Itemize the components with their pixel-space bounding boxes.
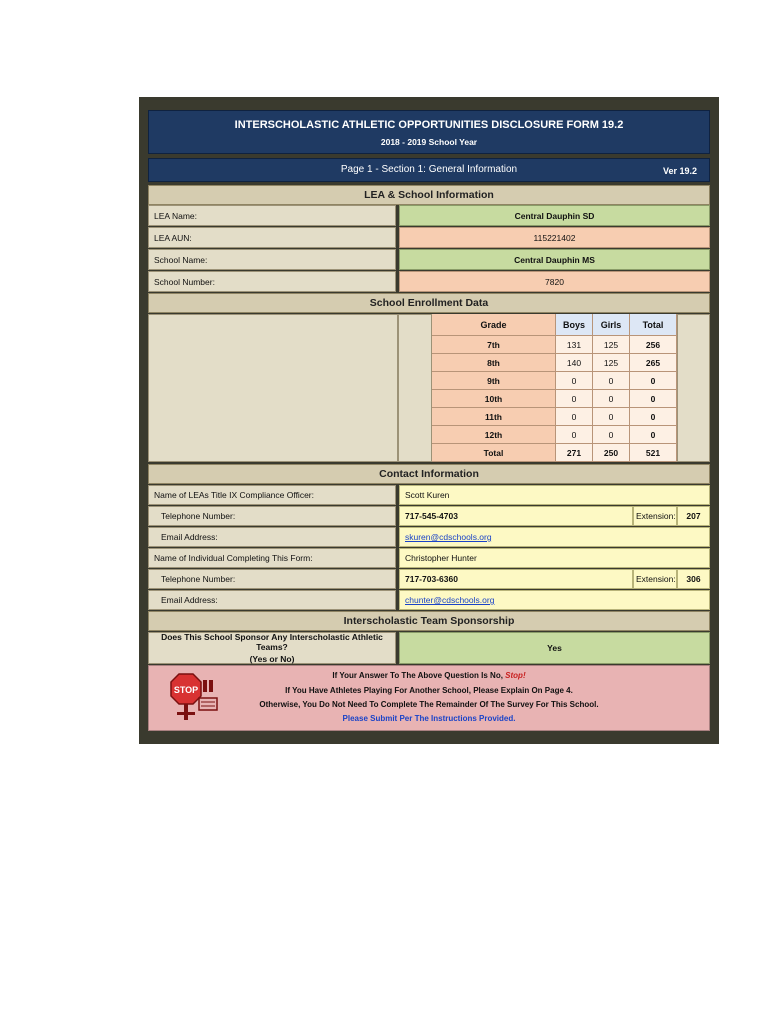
officer-ext-value[interactable]: 207 (677, 506, 710, 526)
grade-cell: 9th (432, 372, 556, 390)
grade-cell: 11th (432, 408, 556, 426)
sponsorship-question-line1: Does This School Sponsor Any Interscholastic Athletic Teams? (161, 632, 383, 652)
lea-aun-value[interactable]: 115221402 (399, 227, 710, 248)
stop-line-1 (149, 671, 709, 680)
officer-email-field[interactable] (399, 527, 710, 547)
lea-section-header: LEA & School Information (148, 185, 710, 205)
completer-name-value[interactable]: Christopher Hunter (399, 548, 710, 568)
completer-phone-label: Telephone Number: (148, 569, 396, 589)
stop-sign-text: STOP (173, 685, 199, 695)
completer-email-link[interactable]: chunter@cdschools.org (405, 595, 495, 605)
officer-ext-label: Extension: (633, 506, 677, 526)
girls-total-cell: 250 (593, 444, 630, 462)
girls-cell[interactable]: 0 (593, 408, 630, 426)
completer-phone-value[interactable]: 717-703-6360 (399, 569, 633, 589)
girls-cell[interactable]: 0 (593, 372, 630, 390)
sponsorship-question (148, 632, 396, 664)
grade-cell: 12th (432, 426, 556, 444)
grand-total-cell: 521 (630, 444, 677, 462)
version-label: Ver 19.2 (662, 166, 697, 176)
officer-phone-label: Telephone Number: (148, 506, 396, 526)
total-header: Total (630, 314, 677, 336)
disclosure-form (139, 97, 719, 744)
boys-cell[interactable]: 0 (556, 408, 593, 426)
grade-cell: 7th (432, 336, 556, 354)
officer-phone-value[interactable]: 717-545-4703 (399, 506, 633, 526)
stop-line-4: Please Submit Per The Instructions Provided. (342, 714, 516, 723)
stop-line-1-text: If Your Answer To The Above Question Is No, (332, 671, 503, 680)
stop-notice (148, 665, 710, 731)
officer-email-label: Email Address: (148, 527, 396, 547)
total-cell: 265 (630, 354, 677, 372)
form-title-bar (148, 110, 710, 154)
sponsorship-question-line2: (Yes or No) (249, 654, 295, 664)
lea-name-label: LEA Name: (148, 205, 396, 226)
form-title: INTERSCHOLASTIC ATHLETIC OPPORTUNITIES DISCLOSURE FORM 19.2 (234, 119, 624, 131)
completer-name-label: Name of Individual Completing This Form: (148, 548, 396, 568)
completer-email-label: Email Address: (148, 590, 396, 610)
girls-cell[interactable]: 0 (593, 426, 630, 444)
girls-cell[interactable]: 125 (593, 354, 630, 372)
total-cell: 256 (630, 336, 677, 354)
boys-cell[interactable]: 140 (556, 354, 593, 372)
girls-header: Girls (593, 314, 630, 336)
page-label-bar (148, 158, 710, 182)
school-name-label: School Name: (148, 249, 396, 270)
officer-name-value[interactable]: Scott Kuren (399, 485, 710, 505)
completer-email-field[interactable] (399, 590, 710, 610)
enrollment-section-header: School Enrollment Data (148, 293, 710, 313)
grade-total-label: Total (432, 444, 556, 462)
school-number-label: School Number: (148, 271, 396, 292)
total-cell: 0 (630, 408, 677, 426)
officer-email-link[interactable]: skuren@cdschools.org (405, 532, 492, 542)
boys-cell[interactable]: 131 (556, 336, 593, 354)
boys-cell[interactable]: 0 (556, 390, 593, 408)
grade-header: Grade (432, 314, 556, 336)
school-name-value[interactable]: Central Dauphin MS (399, 249, 710, 270)
boys-total-cell: 271 (556, 444, 593, 462)
girls-cell[interactable]: 125 (593, 336, 630, 354)
stop-line-2: If You Have Athletes Playing For Another School, Please Explain On Page 4. (285, 686, 573, 695)
school-year: 2018 - 2019 School Year (380, 137, 478, 147)
lea-aun-label: LEA AUN: (148, 227, 396, 248)
contact-section-header: Contact Information (148, 464, 710, 484)
stop-line-3: Otherwise, You Do Not Need To Complete The Remainder Of The Survey For This School. (259, 700, 599, 709)
officer-name-label: Name of LEAs Title IX Compliance Officer: (148, 485, 396, 505)
boys-cell[interactable]: 0 (556, 426, 593, 444)
enrollment-blank-right (677, 314, 710, 462)
total-cell: 0 (630, 372, 677, 390)
enrollment-blank-mid (398, 314, 432, 462)
stop-line-1-stop: Stop! (505, 671, 526, 680)
enrollment-blank-left (148, 314, 398, 462)
girls-cell[interactable]: 0 (593, 390, 630, 408)
lea-name-value[interactable]: Central Dauphin SD (399, 205, 710, 226)
sponsorship-section-header: Interscholastic Team Sponsorship (148, 611, 710, 631)
completer-ext-value[interactable]: 306 (677, 569, 710, 589)
page-label: Page 1 - Section 1: General Information (340, 164, 518, 175)
boys-header: Boys (556, 314, 593, 336)
enrollment-table (432, 314, 677, 462)
boys-cell[interactable]: 0 (556, 372, 593, 390)
total-cell: 0 (630, 390, 677, 408)
grade-cell: 8th (432, 354, 556, 372)
total-cell: 0 (630, 426, 677, 444)
completer-ext-label: Extension: (633, 569, 677, 589)
grade-cell: 10th (432, 390, 556, 408)
sponsorship-answer[interactable]: Yes (399, 632, 710, 664)
school-number-value[interactable]: 7820 (399, 271, 710, 292)
